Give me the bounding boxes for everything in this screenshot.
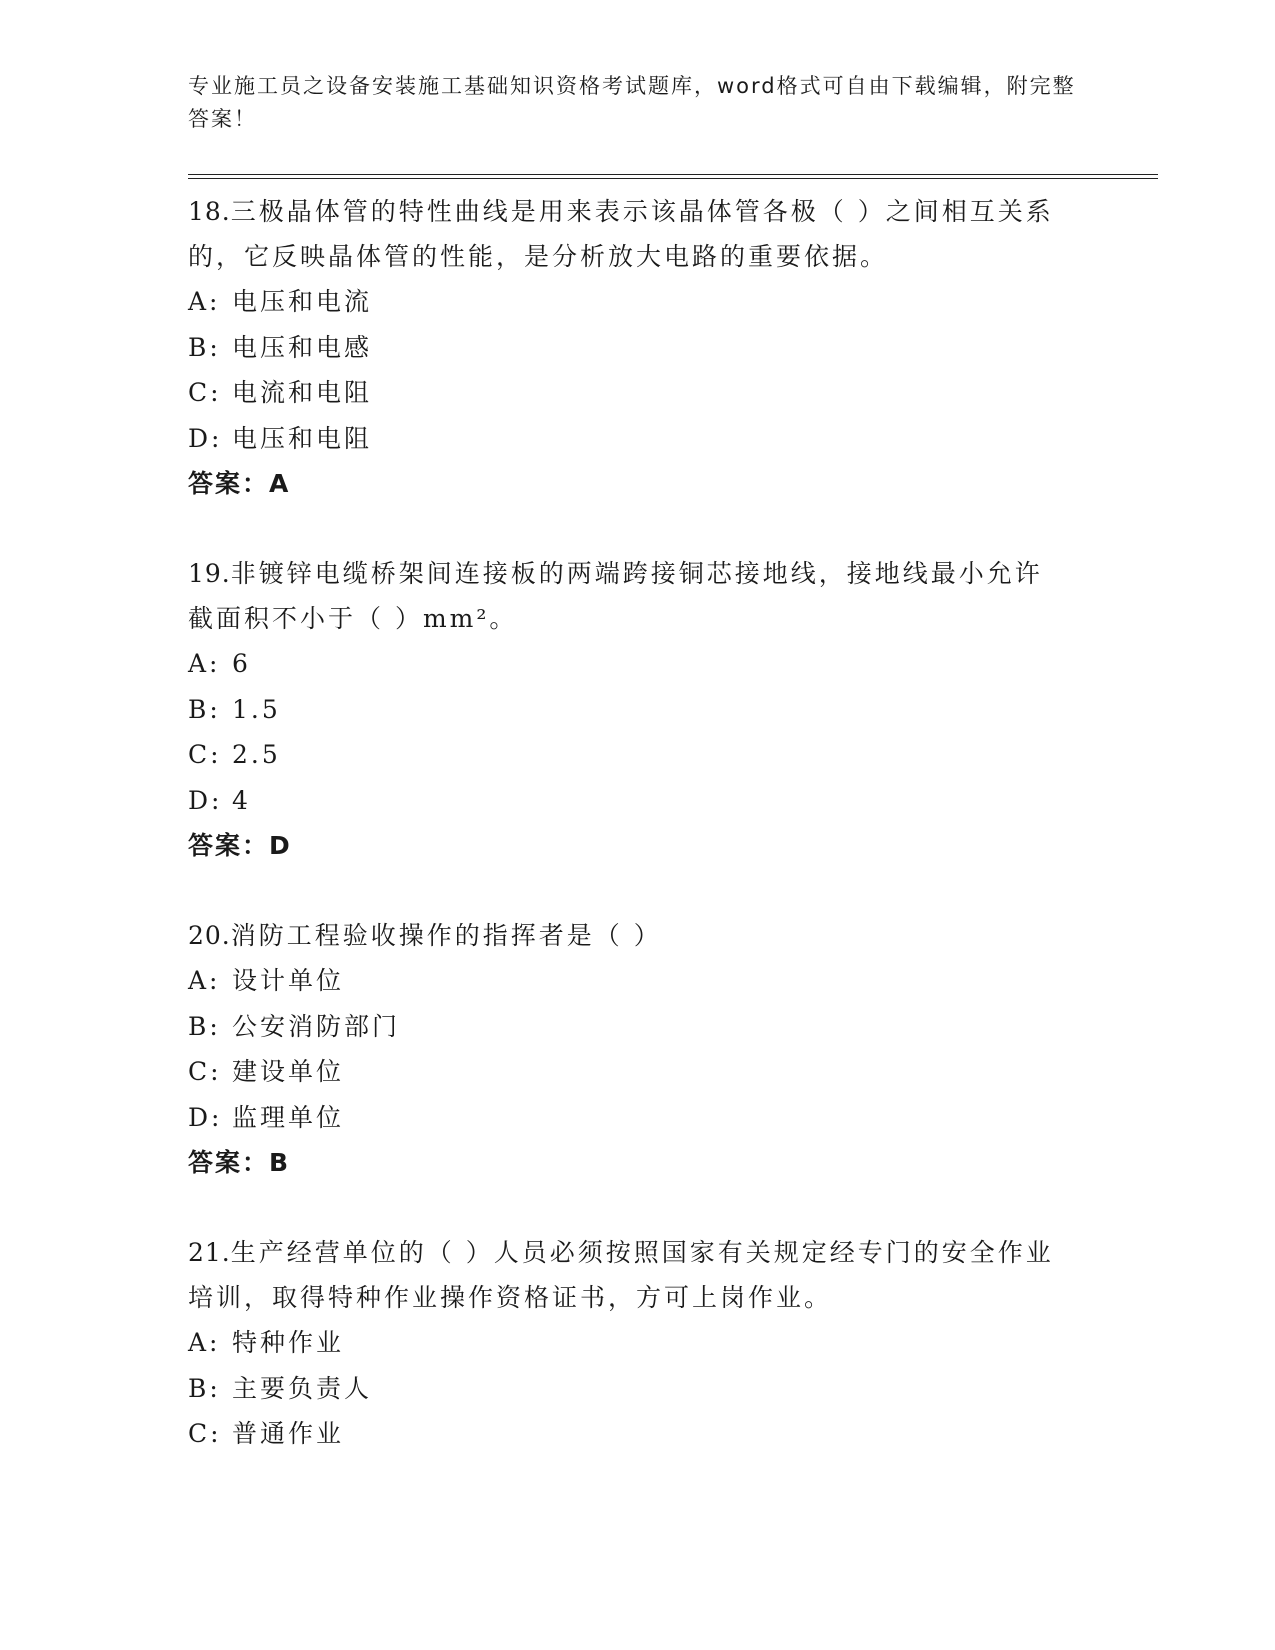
option-key: C: — [188, 1419, 222, 1448]
option-key: B: — [188, 1011, 221, 1041]
option-a — [188, 641, 1158, 687]
option-key: A: — [188, 287, 221, 316]
answer-line: 答案：D — [188, 831, 292, 860]
option-a — [188, 279, 1158, 325]
option-key: D: — [188, 1102, 223, 1132]
option-text: 4 — [232, 785, 251, 815]
option-key: C: — [188, 740, 222, 769]
question-number: 21. — [188, 1238, 231, 1267]
header-double-rule — [188, 174, 1158, 179]
option-key: A: — [188, 1328, 221, 1357]
option-key: C: — [188, 378, 222, 407]
option-key: A: — [188, 966, 221, 995]
option-key: D: — [188, 423, 223, 453]
question-number: 18. — [188, 197, 231, 226]
option-b — [188, 1004, 1158, 1050]
question-18 — [188, 189, 1158, 507]
option-text: 电压和电阻 — [232, 423, 373, 453]
question-stem — [188, 189, 1068, 279]
option-c — [188, 732, 1158, 778]
document-header: 专业施工员之设备安装施工基础知识资格考试题库，word格式可自由下载编辑，附完整答案！ — [188, 74, 1076, 131]
question-stem — [188, 913, 1068, 958]
question-list — [188, 189, 1158, 1457]
question-text: 生产经营单位的（ ）人员必须按照国家有关规定经专门的安全作业培训，取得特种作业操作资格证书，方可上岗作业。 — [188, 1238, 1054, 1312]
option-text: 特种作业 — [232, 1328, 345, 1357]
option-key: C: — [188, 1057, 222, 1086]
option-c — [188, 370, 1158, 416]
question-21 — [188, 1230, 1158, 1457]
option-text: 主要负责人 — [232, 1373, 373, 1403]
question-20 — [188, 913, 1158, 1186]
option-c — [188, 1049, 1158, 1095]
option-text: 监理单位 — [232, 1102, 345, 1132]
option-text: 1.5 — [232, 694, 281, 724]
option-text: 6 — [232, 649, 251, 678]
option-a — [188, 1320, 1158, 1366]
option-b — [188, 687, 1158, 733]
option-text: 电压和电流 — [232, 287, 373, 316]
option-text: 普通作业 — [232, 1419, 345, 1448]
option-text: 设计单位 — [232, 966, 345, 995]
question-number: 19. — [188, 559, 231, 588]
answer-line: 答案：B — [188, 1148, 291, 1177]
option-d — [188, 416, 1158, 462]
option-d — [188, 1095, 1158, 1141]
option-key: B: — [188, 694, 221, 724]
option-key: D: — [188, 785, 223, 815]
option-key: A: — [188, 649, 221, 678]
option-text: 2.5 — [232, 740, 281, 769]
option-key: B: — [188, 332, 221, 362]
question-text: 消防工程验收操作的指挥者是（ ） — [230, 921, 662, 950]
option-c — [188, 1411, 1158, 1457]
question-stem — [188, 1230, 1068, 1320]
option-text: 建设单位 — [232, 1057, 345, 1086]
option-b — [188, 1366, 1158, 1412]
question-number: 20. — [188, 921, 231, 950]
option-text: 电压和电感 — [232, 332, 373, 362]
option-b — [188, 325, 1158, 371]
option-text: 公安消防部门 — [232, 1011, 401, 1041]
document-page — [188, 70, 1158, 1501]
option-a — [188, 958, 1158, 1004]
answer-line: 答案：A — [188, 469, 291, 498]
option-key: B: — [188, 1373, 221, 1403]
option-d — [188, 778, 1158, 824]
option-text: 电流和电阻 — [232, 378, 373, 407]
question-stem — [188, 551, 1068, 641]
question-text: 非镀锌电缆桥架间连接板的两端跨接铜芯接地线，接地线最小允许截面积不小于（ ）mm²。 — [188, 559, 1043, 633]
question-text: 三极晶体管的特性曲线是用来表示该晶体管各极（ ）之间相互关系的，它反映晶体管的性能，是分析放大电路的重要依据。 — [188, 197, 1054, 271]
question-19 — [188, 551, 1158, 869]
